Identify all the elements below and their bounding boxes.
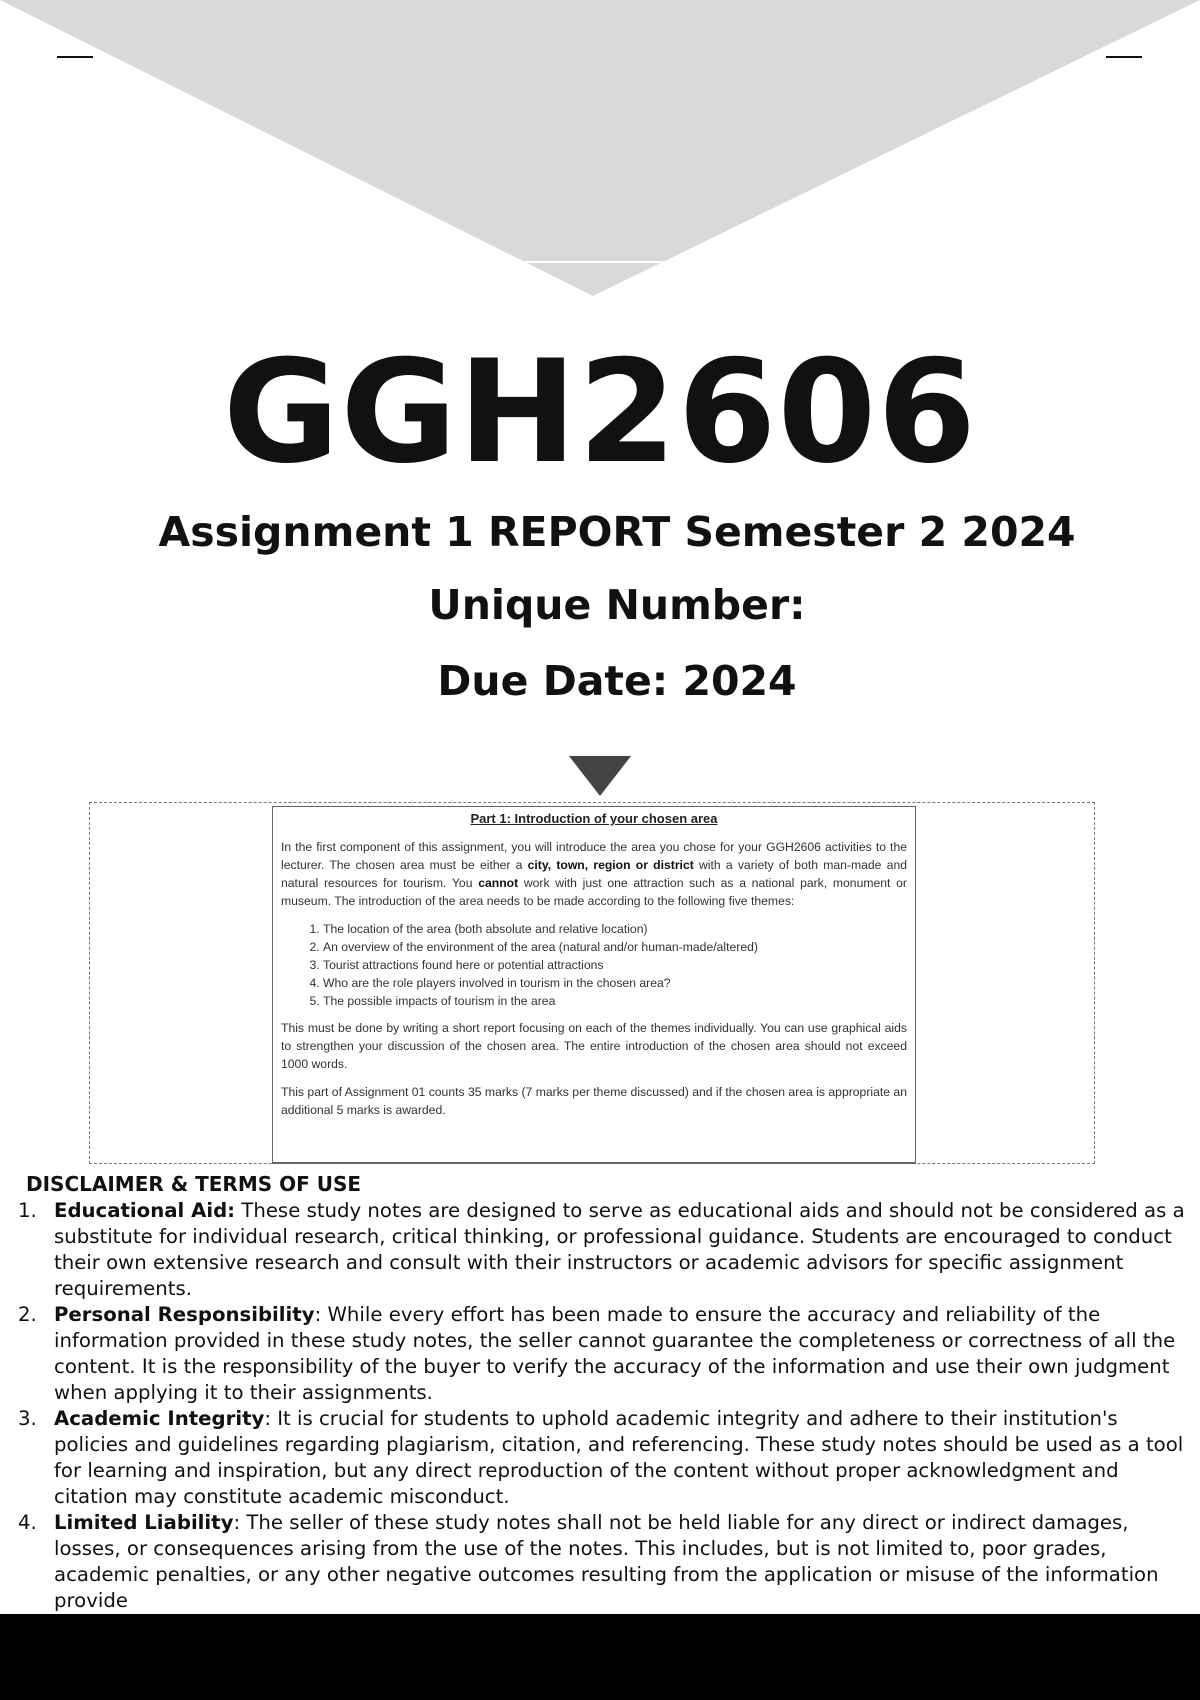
excerpt-theme-item: 5. The possible impacts of tourism in the area xyxy=(323,992,907,1010)
excerpt-theme-item: 1. The location of the area (both absolute and relative location) xyxy=(323,920,907,938)
corner-rule-left xyxy=(57,56,93,58)
assignment-excerpt-image xyxy=(272,806,916,1164)
disclaimer-item-number: 2. xyxy=(18,1303,37,1326)
disclaimer-item-number: 3. xyxy=(18,1407,37,1430)
disclaimer-item-number: 4. xyxy=(18,1511,37,1534)
disclaimer-item-number: 1. xyxy=(18,1199,37,1222)
disclaimer-item xyxy=(14,1406,1190,1510)
excerpt-theme-list xyxy=(281,920,907,1010)
header-chevron-shape xyxy=(0,0,1200,300)
unique-number-line: Unique Number: xyxy=(428,581,806,629)
disclaimer-item-text: : It is crucial for students to uphold academic integrity and adhere to their institution's policies and guidelines regarding plagiarism, citation, and referencing. These study notes should be used as a tool for learning and inspiration, but any direct reproduction of the content without proper acknowledgment and citation may constitute academic misconduct. xyxy=(54,1407,1184,1508)
assignment-subtitle: Assignment 1 REPORT Semester 2 2024 xyxy=(158,508,1076,556)
excerpt-paragraph-marks: This part of Assignment 01 counts 35 marks (7 marks per theme discussed) and if the chosen area is appropriate an additional 5 marks is awarded. xyxy=(281,1085,907,1117)
disclaimer-item-text: : While every effort has been made to ensure the accuracy and reliability of the information provided in these study notes, the seller cannot guarantee the completeness or correctness of all the content. It is the responsibility of the buyer to verify the accuracy of the information and use their own judgment when applying it to their assignments. xyxy=(54,1303,1176,1404)
excerpt-theme-item: 4. Who are the role players involved in tourism in the chosen area? xyxy=(323,974,907,992)
disclaimer-item-title: Educational Aid: xyxy=(54,1199,236,1222)
disclaimer-item-text: : The seller of these study notes shall not be held liable for any direct or indirect damages, losses, or consequences arising from the use of the notes. This includes, but is not limited to, poor grades, academic penalties, or any other negative outcomes resulting from the application or misuse of the information provide xyxy=(54,1511,1159,1612)
course-code-title: GGH2606 xyxy=(222,330,978,495)
excerpt-heading: Part 1: Introduction of your chosen area xyxy=(470,811,718,826)
excerpt-theme-item: 3. Tourist attractions found here or potential attractions xyxy=(323,956,907,974)
excerpt-theme-item: 2. An overview of the environment of the area (natural and/or human-made/altered) xyxy=(323,938,907,956)
disclaimer-item xyxy=(14,1302,1190,1406)
disclaimer-item-title: Personal Responsibility xyxy=(54,1303,315,1326)
disclaimer-item xyxy=(14,1510,1190,1614)
excerpt-paragraph-report: This must be done by writing a short report focusing on each of the themes individually. You can use graphical aids to strengthen your discussion of the chosen area. The entire introduction of the chosen area should not exceed 1000 words. xyxy=(281,1021,907,1071)
disclaimer-list xyxy=(14,1198,1190,1614)
corner-rule-right xyxy=(1106,56,1142,58)
disclaimer-item-title: Academic Integrity xyxy=(54,1407,265,1430)
due-date-line: Due Date: 2024 xyxy=(437,657,797,705)
down-arrow-icon xyxy=(569,756,631,796)
disclaimer-item-title: Limited Liability xyxy=(54,1511,234,1534)
disclaimer-item-text: These study notes are designed to serve as educational aids and should not be considered as a substitute for individual research, critical thinking, or professional guidance. Students are encouraged to conduct their own extensive research and consult with their instructors or academic advisors for specific assignment requirements. xyxy=(54,1199,1185,1300)
disclaimer-item xyxy=(14,1198,1190,1302)
disclaimer-heading: DISCLAIMER & TERMS OF USE xyxy=(26,1172,362,1196)
excerpt-paragraph-intro: In the first component of this assignment, you will introduce the area you chose for your GGH2606 activities to the lecturer. The chosen area must be either a city, town, region or district with a variety of both man-made and natural resources for tourism. You cannot work with just one attraction such as a national park, monument or museum. The introduction of the area needs to be made according to the following five themes: xyxy=(281,840,907,908)
bottom-black-bar xyxy=(0,1614,1200,1700)
